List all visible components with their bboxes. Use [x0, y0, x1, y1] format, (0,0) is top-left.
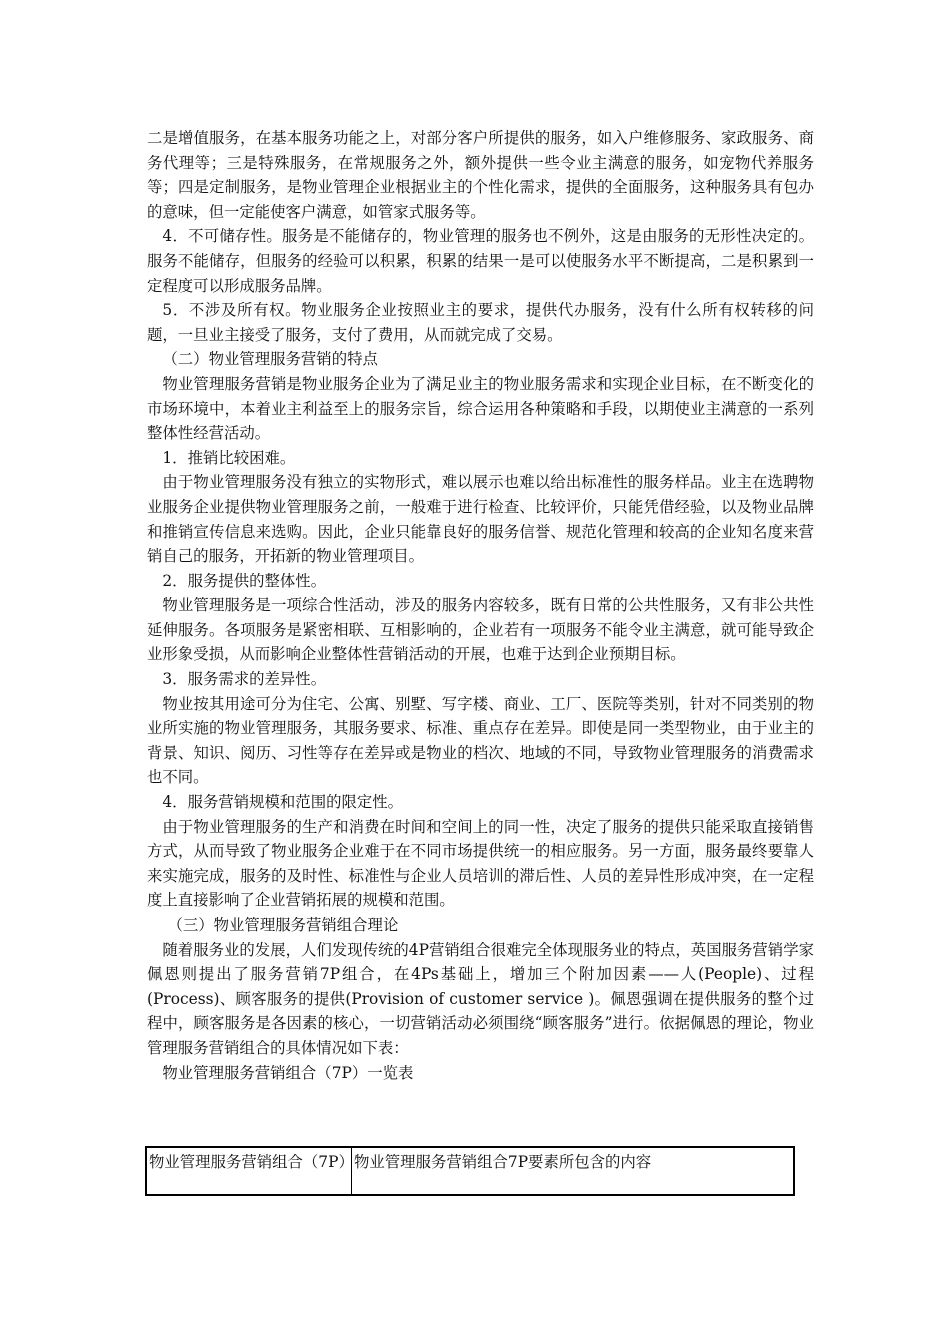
table-header-row: [146, 1147, 794, 1195]
subheading-integrity: 2．服务提供的整体性。: [162, 571, 327, 590]
paragraph-value-added-services: 二是增值服务，在基本服务功能之上，对部分客户所提供的服务，如入户维修服务、家政服务、商务代理等；三是特殊服务，在常规服务之外，额外提供一些令业主满意的服务，如宠物代养服务等；四是定制服务，是物业管理企业根据业主的个性化需求，提供的全面服务，这种服务具有包办的意味，但一定能使客户满意，如管家式服务等。: [147, 129, 814, 221]
table-header-cell-content: 物业管理服务营销组合7P要素所包含的内容: [352, 1147, 795, 1195]
paragraph-hard-to-sell: 由于物业管理服务没有独立的实物形式，难以展示也难以给出标准性的服务样品。业主在选聘物业服务企业提供物业管理服务之前，一般难于进行检查、比较评价，只能凭借经验，以及物业品牌和推销宣传信息来选购。因此，企业只能靠良好的服务信誉、规范化管理和较高的企业知名度来营销自己的服务，开拓新的物业管理项目。: [147, 473, 814, 566]
paragraph-marketing-definition: 物业管理服务营销是物业服务企业为了满足业主的物业服务需求和实现企业目标，在不断变化的市场环境中，本着业主利益至上的服务宗旨，综合运用各种策略和手段，以期使业主满意的一系列整体性经营活动。: [147, 374, 814, 443]
subheading-demand-difference: 3．服务需求的差异性。: [162, 670, 327, 689]
table-header-cell-mix: 物业管理服务营销组合（7P）: [146, 1147, 352, 1195]
table-caption: 物业管理服务营销组合（7P）一览表: [162, 1063, 414, 1082]
marketing-mix-table: [145, 1146, 795, 1196]
paragraph-marketing-mix: 随着服务业的发展，人们发现传统的4P营销组合很难完全体现服务业的特点，英国服务营销学家佩恩则提出了服务营销7P组合，在4Ps基础上，增加三个附加因素——人(People)、过程(Process)、顾客服务的提供(Provision of customer service )。佩恩强调在提供服务的整个过程中，顾客服务是各因素的核心，一切营销活动必须围绕“顾客服务”进行。依据佩恩的理论，物业管理服务营销组合的具体情况如下表：: [147, 940, 814, 1057]
section-heading-marketing-features: （二）物业管理服务营销的特点: [162, 350, 378, 369]
paragraph-demand-difference: 物业按其用途可分为住宅、公寓、别墅、写字楼、商业、工厂、医院等类别，针对不同类别的物业所实施的物业管理服务，其服务要求、标准、重点存在差异。即使是同一类型物业，由于业主的背景、知识、阅历、习性等存在差异或是物业的档次、地域的不同，导致物业管理服务的消费需求也不同。: [147, 694, 814, 787]
document-body: [147, 126, 814, 1085]
section-heading-marketing-mix: （三）物业管理服务营销组合理论: [167, 916, 399, 934]
subheading-hard-to-sell: 1．推销比较困难。: [162, 448, 296, 467]
paragraph-integrity: 物业管理服务是一项综合性活动，涉及的服务内容较多，既有日常的公共性服务，又有非公共性延伸服务。各项服务是紧密相联、互相影响的，企业若有一项服务不能令业主满意，就可能导致企业形象受损，从而影响企业整体性营销活动的开展，也难于达到企业预期目标。: [147, 596, 814, 664]
paragraph-scale-limit: 由于物业管理服务的生产和消费在时间和空间上的同一性，决定了服务的提供只能采取直接销售方式，从而导致了物业服务企业难于在不同市场提供统一的相应服务。另一方面，服务最终要靠人来实施完成，服务的及时性、标准性与企业人员培训的滞后性、人员的差异性形成冲突，在一定程度上直接影响了企业营销拓展的规模和范围。: [147, 817, 814, 910]
paragraph-no-ownership: 5．不涉及所有权。物业服务企业按照业主的要求，提供代办服务，没有什么所有权转移的问题，一旦业主接受了服务，支付了费用，从而就完成了交易。: [147, 301, 814, 344]
paragraph-non-storable: 4．不可储存性。服务是不能储存的，物业管理的服务也不例外，这是由服务的无形性决定的。服务不能储存，但服务的经验可以积累，积累的结果一是可以使服务水平不断提高，二是积累到一定程度可以形成服务品牌。: [147, 227, 814, 295]
subheading-scale-limit: 4．服务营销规模和范围的限定性。: [162, 793, 404, 812]
